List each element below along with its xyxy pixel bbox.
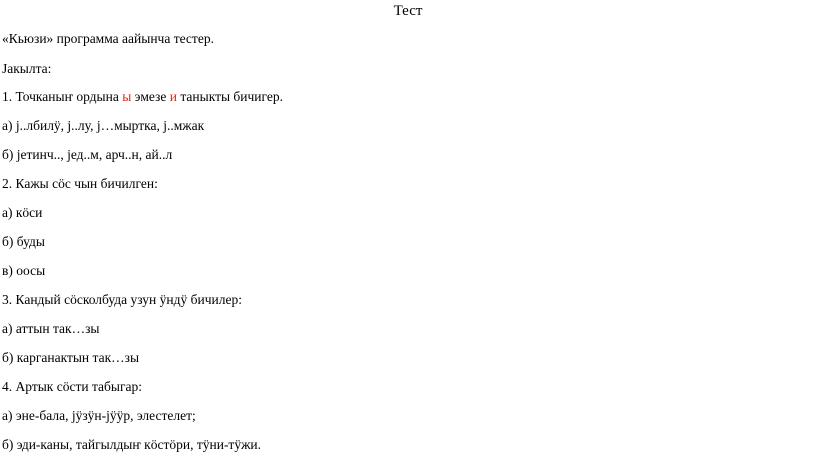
question-2-option-b: б) буды (2, 234, 45, 249)
task-label: Јакылта: (2, 61, 52, 76)
question-4: 4. Артык сӧсти табыгар: (2, 379, 142, 394)
question-1-letter-y: ы (122, 89, 132, 104)
question-1-option-a: а) ј..лбилӱ, ј..лу, ј…мыртка, ј..мжак (2, 118, 205, 133)
question-1 (2, 88, 283, 106)
question-2-option-a: а) кӧси (2, 205, 43, 220)
intro-line: «Кьюзи» программа аайынча тестер. (2, 31, 214, 46)
question-3: 3. Кандый сӧсколбуда узун ӱндӱ бичилер: (2, 292, 242, 307)
question-3-option-b: б) карганактын так…зы (2, 350, 140, 365)
question-2: 2. Кажы сӧс чын бичилген: (2, 176, 158, 191)
question-1-text-end: таныкты бичигер. (176, 89, 284, 104)
question-1-text-middle: эмезе (131, 89, 170, 104)
question-4-option-b: б) эди-каны, тайгылдыҥ кӧстӧри, тӱни-тӱжи. (2, 437, 262, 452)
question-2-option-c: в) оосы (2, 263, 46, 278)
question-1-option-b: б) јетинч.., јед..м, арч..н, ай..л (2, 147, 173, 162)
page-title: Тест (393, 3, 423, 19)
question-4-option-a: а) эне-бала, јӱзӱн-јӱӱр, элестелет; (2, 408, 196, 423)
question-1-letter-i: и (169, 89, 177, 104)
question-1-text-start: 1. Точканыҥ ордына (2, 89, 123, 104)
question-3-option-a: а) аттын так…зы (2, 321, 100, 336)
